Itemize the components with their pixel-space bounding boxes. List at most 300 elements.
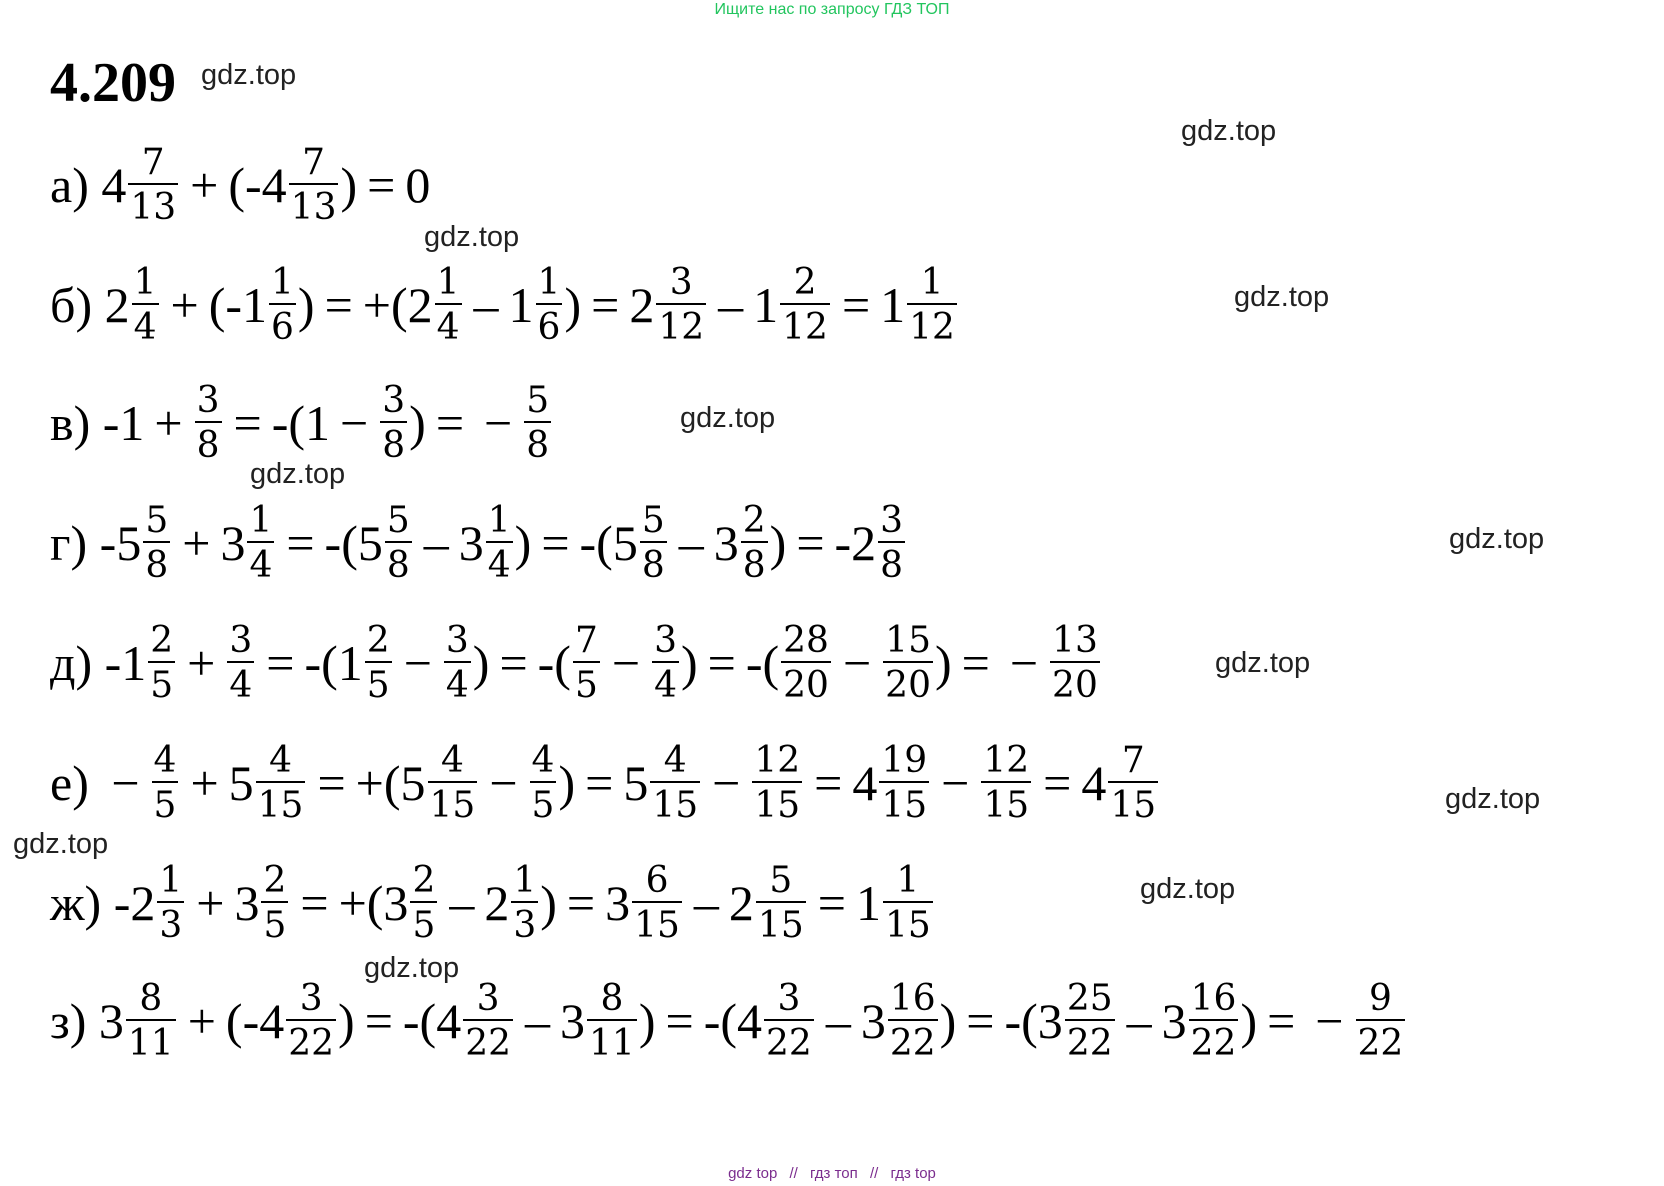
fraction	[195, 380, 222, 467]
math-term: )	[564, 277, 582, 333]
denominator: 20	[781, 661, 831, 706]
numerator: 1	[159, 859, 183, 901]
math-operator: =	[286, 515, 315, 571]
denominator: 8	[741, 541, 768, 586]
math-term: -2	[113, 875, 156, 931]
math-term: -(5	[579, 515, 638, 571]
numerator: 4	[153, 739, 177, 781]
math-term: )	[340, 157, 358, 213]
numerator: 2	[742, 499, 766, 541]
math-operator: +	[196, 875, 225, 931]
fraction	[524, 380, 551, 467]
denominator: 15	[756, 901, 806, 946]
equation-row-e	[50, 733, 1160, 833]
math-term: +(2	[362, 277, 433, 333]
math-term: 3	[860, 993, 886, 1049]
math-term: )	[540, 875, 557, 931]
math-term: -(1	[304, 635, 363, 691]
fraction	[148, 620, 175, 707]
denominator: 12	[656, 303, 706, 348]
fraction	[652, 620, 679, 707]
fraction	[907, 262, 957, 349]
math-operator: –	[1126, 993, 1152, 1049]
row-label: в)	[50, 395, 91, 451]
fraction	[888, 978, 938, 1065]
fraction	[573, 620, 600, 707]
denominator: 5	[410, 901, 437, 946]
math-operator: =	[591, 277, 620, 333]
numerator: 7	[302, 141, 326, 183]
math-operator: =	[233, 395, 262, 451]
math-term: )	[1240, 993, 1258, 1049]
fraction	[227, 620, 254, 707]
numerator: 2	[366, 619, 390, 661]
math-term: )	[558, 755, 576, 811]
numerator: 8	[600, 977, 624, 1019]
fraction	[126, 978, 176, 1065]
math-term: 3	[98, 993, 124, 1049]
equation-row-g	[50, 493, 907, 593]
fraction	[1108, 740, 1158, 827]
math-term: -(5	[324, 515, 383, 571]
fraction	[286, 978, 336, 1065]
denominator: 8	[143, 541, 170, 586]
math-operator: –	[473, 277, 499, 333]
denominator: 15	[256, 781, 306, 826]
numerator: 1	[537, 261, 561, 303]
watermark: gdz.top	[1181, 115, 1277, 147]
denominator: 15	[428, 781, 478, 826]
fraction	[752, 740, 802, 827]
math-term: )	[939, 993, 957, 1049]
numerator: 3	[669, 261, 693, 303]
numerator: 1	[249, 499, 273, 541]
math-operator: =	[707, 635, 736, 691]
denominator: 15	[883, 901, 933, 946]
math-term: 5	[228, 755, 254, 811]
denominator: 15	[981, 781, 1031, 826]
math-operator: −	[489, 755, 518, 811]
denominator: 3	[157, 901, 184, 946]
math-term: -1	[102, 395, 145, 451]
math-term: )	[638, 993, 656, 1049]
math-operator: =	[585, 755, 614, 811]
math-operator: =	[814, 755, 843, 811]
math-term: 5	[623, 755, 649, 811]
fraction	[879, 740, 929, 827]
fraction	[1050, 620, 1100, 707]
numerator: 1	[920, 261, 944, 303]
row-label: б)	[50, 277, 93, 333]
equation-expression	[101, 142, 430, 229]
math-term: 1	[508, 277, 534, 333]
math-operator: =	[665, 993, 694, 1049]
math-operator: −	[403, 635, 432, 691]
denominator: 6	[269, 303, 296, 348]
equation-row-z	[50, 971, 1407, 1071]
math-operator: +	[154, 395, 183, 451]
numerator: 3	[382, 379, 406, 421]
math-term: 3	[713, 515, 739, 571]
math-operator: =	[1267, 993, 1296, 1049]
denominator: 12	[907, 303, 957, 348]
row-label: а)	[50, 157, 89, 213]
numerator: 3	[196, 379, 220, 421]
denominator: 13	[128, 183, 178, 228]
math-operator: =	[541, 515, 570, 571]
denominator: 4	[652, 661, 679, 706]
numerator: 5	[526, 379, 550, 421]
fraction	[261, 860, 288, 947]
numerator: 13	[1052, 619, 1098, 661]
denominator: 20	[1050, 661, 1100, 706]
numerator: 1	[436, 261, 460, 303]
denominator: 4	[486, 541, 513, 586]
footer-link[interactable]: gdz top	[728, 1165, 778, 1182]
denominator: 8	[640, 541, 667, 586]
denominator: 5	[261, 901, 288, 946]
denominator: 4	[132, 303, 159, 348]
math-operator: +	[182, 515, 211, 571]
math-operator: −	[340, 395, 369, 451]
math-term: 2	[728, 875, 754, 931]
math-operator: =	[317, 755, 346, 811]
denominator: 5	[530, 781, 557, 826]
math-operator: =	[367, 157, 396, 213]
math-term: -(4	[402, 993, 462, 1049]
equation-expression	[105, 262, 959, 349]
numerator: 25	[1066, 977, 1113, 1019]
fraction	[883, 860, 933, 947]
fraction	[152, 740, 179, 827]
numerator: 2	[793, 261, 817, 303]
equation-expression	[99, 978, 1407, 1065]
math-term: -(	[745, 635, 780, 691]
numerator: 7	[141, 141, 165, 183]
math-term: -(1	[271, 395, 331, 451]
numerator: 2	[412, 859, 436, 901]
math-operator: =	[324, 277, 353, 333]
math-operator: −	[611, 635, 641, 691]
math-operator: –	[525, 993, 551, 1049]
math-term: (-4	[225, 993, 285, 1049]
math-term: 3	[458, 515, 484, 571]
fraction	[981, 740, 1031, 827]
fraction	[132, 262, 159, 349]
math-term: )	[472, 635, 490, 691]
fraction	[385, 500, 412, 587]
denominator: 3	[511, 901, 538, 946]
math-term: )	[514, 515, 532, 571]
numerator: 16	[1190, 977, 1237, 1019]
math-term: 1	[855, 875, 881, 931]
fraction	[781, 620, 831, 707]
math-term: )	[338, 993, 355, 1049]
numerator: 1	[513, 859, 537, 901]
denominator: 22	[463, 1019, 513, 1064]
watermark: gdz.top	[1140, 873, 1236, 905]
denominator: 22	[888, 1019, 938, 1064]
denominator: 13	[289, 183, 339, 228]
math-operator: =	[817, 875, 846, 931]
denominator: 12	[780, 303, 830, 348]
numerator: 6	[645, 859, 669, 901]
math-operator: =	[1043, 755, 1072, 811]
numerator: 4	[440, 739, 464, 781]
equation-row-b	[50, 255, 959, 355]
watermark: gdz.top	[1449, 523, 1545, 555]
denominator: 5	[573, 661, 600, 706]
math-term: 4	[101, 157, 127, 213]
row-label: г)	[50, 515, 88, 571]
denominator: 8	[878, 541, 905, 586]
fraction	[587, 978, 637, 1065]
equation-row-d	[50, 613, 1102, 713]
fraction	[511, 860, 538, 947]
math-operator: −	[842, 635, 872, 691]
math-operator: −	[484, 395, 513, 451]
math-operator: −	[941, 755, 970, 811]
numerator: 4	[531, 739, 555, 781]
math-term: -(	[537, 635, 571, 691]
numerator: 3	[299, 977, 323, 1019]
footer-links	[0, 1165, 1664, 1182]
denominator: 4	[444, 661, 471, 706]
watermark: gdz.top	[680, 402, 776, 434]
row-label: з)	[50, 993, 87, 1049]
equation-row-zh	[50, 853, 935, 953]
math-term: 2	[484, 875, 510, 931]
numerator: 4	[269, 739, 293, 781]
math-term: +(5	[355, 755, 426, 811]
watermark: gdz.top	[250, 458, 346, 490]
exercise-number: 4.209	[50, 52, 176, 114]
denominator: 4	[435, 303, 462, 348]
watermark: gdz.top	[13, 828, 109, 860]
numerator: 3	[654, 619, 677, 661]
watermark: gdz.top	[364, 952, 460, 984]
math-operator: –	[423, 515, 449, 571]
math-operator: =	[364, 993, 393, 1049]
fraction	[640, 500, 667, 587]
fraction	[764, 978, 814, 1065]
denominator: 8	[380, 421, 407, 466]
math-operator: +	[190, 157, 219, 213]
numerator: 3	[777, 977, 801, 1019]
fraction	[656, 262, 706, 349]
math-term: 0	[405, 157, 431, 213]
math-operator: –	[449, 875, 475, 931]
fraction	[269, 262, 296, 349]
fraction	[157, 860, 184, 947]
math-operator: =	[300, 875, 329, 931]
math-term: )	[680, 635, 698, 691]
fraction	[883, 620, 933, 707]
fraction	[365, 620, 392, 707]
math-term: 3	[220, 515, 246, 571]
denominator: 15	[752, 781, 802, 826]
numerator: 2	[263, 859, 287, 901]
watermark: gdz.top	[201, 59, 297, 91]
math-term: +(3	[338, 875, 409, 931]
math-term: 3	[560, 993, 586, 1049]
denominator: 20	[883, 661, 933, 706]
equation-expression	[100, 500, 907, 587]
numerator: 3	[445, 619, 469, 661]
math-term: -1	[104, 635, 147, 691]
math-term: 3	[1161, 993, 1187, 1049]
denominator: 5	[152, 781, 179, 826]
row-label: д)	[50, 635, 93, 691]
denominator: 15	[632, 901, 682, 946]
fraction	[1189, 978, 1239, 1065]
math-operator: −	[1009, 635, 1039, 691]
fraction	[410, 860, 437, 947]
numerator: 3	[476, 977, 500, 1019]
numerator: 12	[983, 739, 1030, 781]
numerator: 5	[386, 499, 410, 541]
math-term: 1	[753, 277, 779, 333]
math-term: 2	[104, 277, 130, 333]
denominator: 8	[524, 421, 551, 466]
math-operator: –	[825, 993, 851, 1049]
numerator: 15	[885, 619, 931, 661]
math-term: )	[769, 515, 787, 571]
math-operator: −	[1315, 993, 1344, 1049]
fraction	[256, 740, 306, 827]
math-operator: −	[111, 755, 140, 811]
numerator: 16	[889, 977, 936, 1019]
fraction	[632, 860, 682, 947]
numerator: 1	[271, 261, 294, 303]
numerator: 5	[641, 499, 665, 541]
math-term: 1	[880, 277, 906, 333]
math-operator: –	[718, 277, 744, 333]
footer-link[interactable]: гдз top	[890, 1165, 936, 1182]
math-operator: −	[712, 755, 741, 811]
fraction	[1356, 978, 1406, 1065]
equation-expression	[103, 380, 553, 467]
numerator: 1	[133, 261, 157, 303]
denominator: 8	[385, 541, 412, 586]
fraction	[380, 380, 407, 467]
footer-separator: //	[789, 1165, 798, 1182]
denominator: 22	[1356, 1019, 1406, 1064]
fraction	[444, 620, 471, 707]
numerator: 5	[769, 859, 793, 901]
numerator: 7	[574, 619, 598, 661]
math-operator: +	[190, 755, 219, 811]
watermark: gdz.top	[1215, 647, 1311, 679]
math-operator: =	[499, 635, 528, 691]
denominator: 6	[536, 303, 563, 348]
numerator: 1	[896, 859, 920, 901]
fraction	[741, 500, 768, 587]
fraction	[878, 500, 905, 587]
math-term: -2	[834, 515, 877, 571]
equation-expression	[114, 860, 935, 947]
row-label: ж)	[50, 875, 102, 931]
math-term: 4	[1081, 755, 1107, 811]
numerator: 12	[754, 739, 801, 781]
math-term: )	[934, 635, 952, 691]
denominator: 5	[148, 661, 175, 706]
numerator: 5	[145, 499, 169, 541]
equation-expression	[105, 620, 1102, 707]
math-operator: =	[435, 395, 465, 451]
fraction	[650, 740, 700, 827]
denominator: 4	[227, 661, 254, 706]
math-operator: –	[693, 875, 719, 931]
denominator: 22	[1065, 1019, 1115, 1064]
equation-row-a	[50, 135, 430, 235]
math-term: )	[409, 395, 426, 451]
math-term: -5	[99, 515, 142, 571]
fraction	[247, 500, 274, 587]
denominator: 22	[764, 1019, 814, 1064]
numerator: 3	[229, 619, 253, 661]
fraction	[756, 860, 806, 947]
math-operator: =	[841, 277, 871, 333]
footer-separator: //	[869, 1165, 879, 1182]
fraction	[128, 142, 178, 229]
math-operator: =	[796, 515, 825, 571]
fraction	[289, 142, 339, 229]
denominator: 15	[650, 781, 700, 826]
denominator: 15	[1108, 781, 1158, 826]
math-operator: =	[566, 875, 596, 931]
numerator: 2	[150, 619, 174, 661]
fraction	[1065, 978, 1115, 1065]
numerator: 7	[1121, 739, 1145, 781]
denominator: 22	[1189, 1019, 1239, 1064]
search-banner: Ищите нас по запросу ГДЗ ТОП	[714, 1, 950, 18]
numerator: 8	[139, 977, 163, 1019]
math-operator: –	[678, 515, 704, 571]
math-operator: =	[266, 635, 295, 691]
fraction	[463, 978, 513, 1065]
watermark: gdz.top	[1234, 281, 1330, 313]
denominator: 22	[286, 1019, 336, 1064]
denominator: 4	[247, 541, 274, 586]
denominator: 15	[879, 781, 929, 826]
math-term: 4	[852, 755, 878, 811]
math-term: (-1	[208, 277, 268, 333]
footer-link[interactable]: гдз топ	[810, 1165, 858, 1182]
math-operator: =	[961, 635, 990, 691]
math-term: -(3	[1004, 993, 1063, 1049]
fraction	[435, 262, 462, 349]
watermark: gdz.top	[1445, 783, 1541, 815]
math-operator: +	[170, 277, 199, 333]
fraction	[486, 500, 513, 587]
denominator: 5	[365, 661, 392, 706]
fraction	[530, 740, 557, 827]
math-operator: +	[187, 993, 216, 1049]
fraction	[428, 740, 478, 827]
math-operator: +	[187, 635, 216, 691]
math-term: 3	[234, 875, 260, 931]
fraction	[143, 500, 170, 587]
denominator: 11	[587, 1019, 637, 1064]
numerator: 9	[1368, 977, 1392, 1019]
equation-row-v	[50, 373, 553, 473]
numerator: 28	[783, 619, 829, 661]
watermark: gdz.top	[424, 221, 520, 253]
math-term: )	[297, 277, 315, 333]
numerator: 19	[881, 739, 928, 781]
math-term: (-4	[228, 157, 287, 213]
